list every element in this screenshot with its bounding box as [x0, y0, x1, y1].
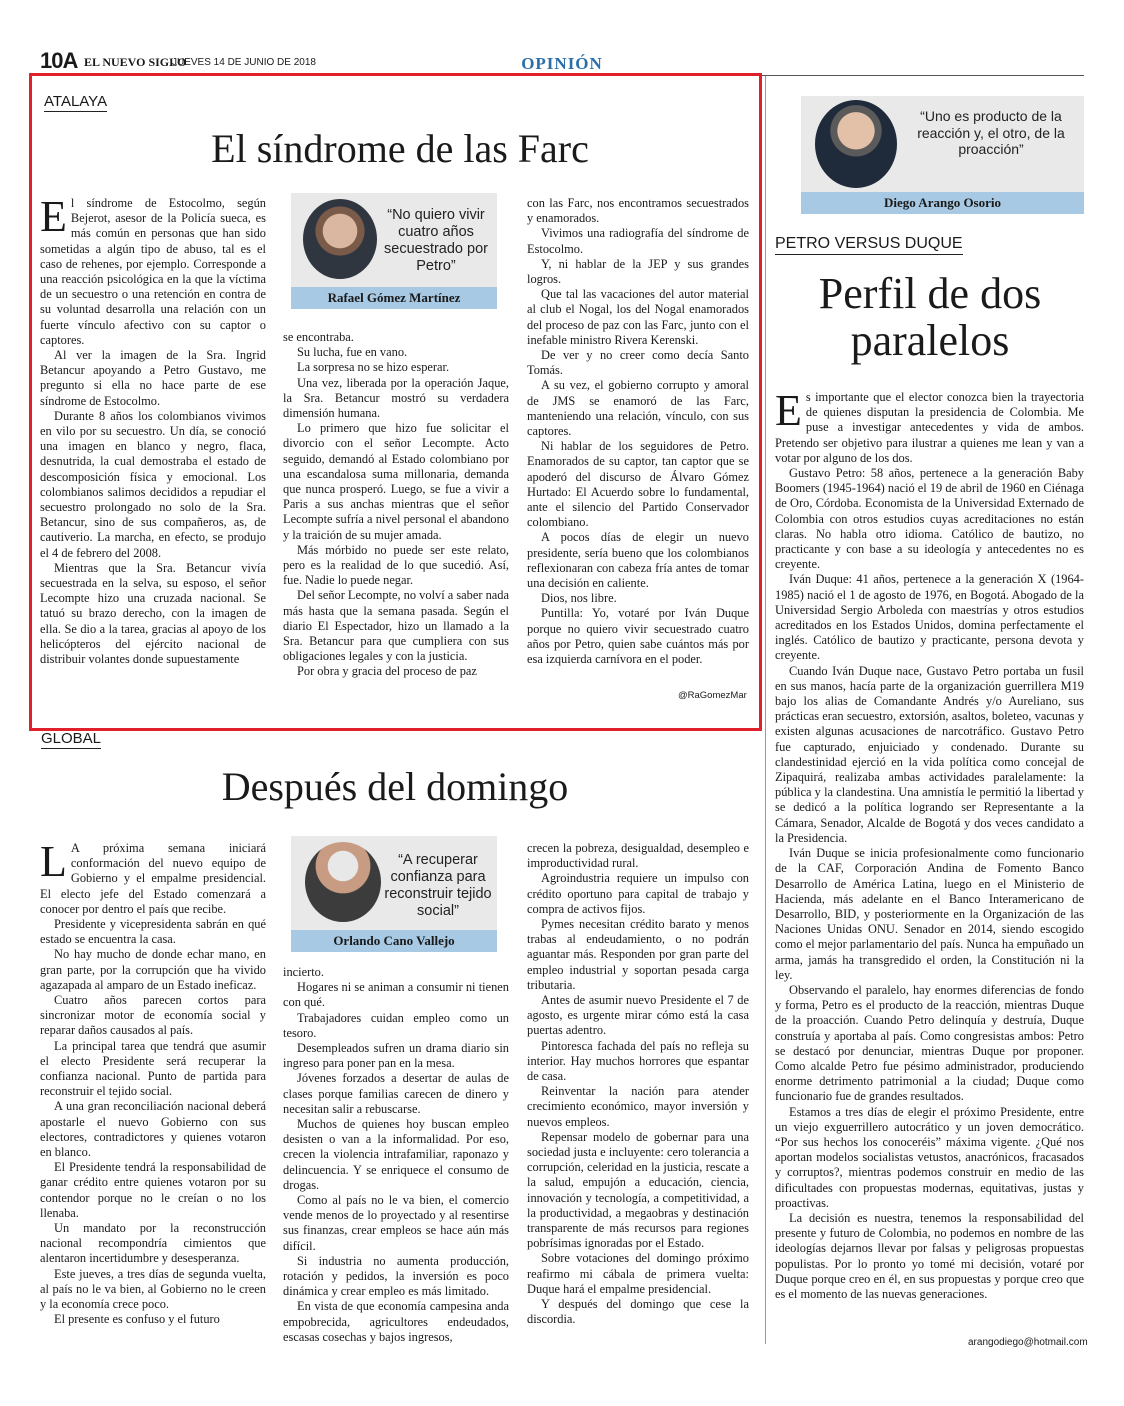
article1-quote-box: [291, 193, 497, 309]
author-name: Orlando Cano Vallejo: [291, 930, 497, 952]
article3-quote-box: [801, 96, 1084, 214]
dropcap: E: [40, 192, 67, 241]
article2-col3: crecen la pobreza, desigualdad, desempleo e improductividad rural. Agroindustria requiere un impulso con crédito oportuno para capital de trabajo y compra de activos fijos. Pymes necesitan crédito barato y menos trabas al endeudamiento, o no podrán aguantar más. Responden por gran parte del empleo industrial y soportan pesada carga tributaria. Antes de asumir nuevo Presidente el 7 de agosto, es urgente mirar cómo está la casa puertas adentro. Pintoresca fachada del país no refleja su interior. Hay muchos horrores que espantar de casa. Reinventar la nación para atender crecimiento económico, mayor inversión y nuevos empleos. Repensar modelo de gobernar para una sociedad justa e incluyente: cero tolerancia a corrupción, celeridad en la justicia, rescate a la salud, empujón a educación, ciencia, innovación y tecnología, a competitividad, a la productividad, a megaobras y destinación transparente de más recursos para regiones pobrísimas ignoradas por el Estado. Sobre votaciones del domingo próximo reafirmo mi cábala de primera vuelta: Duque hará el empalme presidencial. Y después del domingo que cese la discordia.: [527, 841, 749, 1327]
pull-quote: “Uno es producto de la reacción y, el otro, de la proacción”: [917, 108, 1065, 157]
section-title: OPINIÓN: [521, 54, 603, 73]
article3-headline: Perfil de dos paralelos: [818, 269, 1042, 365]
article2-col2: incierto. Hogares ni se animan a consumir ni tienen con qué. Trabajadores cuidan empleo como un tesoro. Desempleados sufren un drama diario sin ingreso para poner pan en la mesa. Jóvenes forzados a desertar de aulas de clases porque familias carecen de dinero y necesitan salir a rebuscarse. Muchos de quienes hoy buscan empleo desisten o van a la informalidad. Por eso, crecen la violencia intrafamiliar, raponazo y delincuencia. Y se enriquece el consumo de drogas. Como al país no le va bien, el comercio vende menos de lo proyectado y al resentirse sus finanzas, crear empleos se hace aún más difícil. Si industria no aumenta producción, rotación y pedidos, la inversión es poco dinámica y crear empleo es más limitado. En vista de que economía campesina anda empobrecida, agricultores endeudados, escasas cosechas y bajos ingresos,: [283, 965, 509, 1344]
issue-date: JUEVES 14 DE JUNIO DE 2018: [172, 57, 316, 68]
dropcap: L: [40, 837, 67, 886]
pull-quote: “A recuperar confianza para reconstruir tejido social”: [384, 852, 492, 919]
pull-quote: “No quiero vivir cuatro años secuestrado por Petro”: [384, 207, 488, 274]
article2-tag: GLOBAL: [41, 730, 102, 747]
article2-headline: Después del domingo: [221, 764, 569, 809]
article1-tag: ATALAYA: [44, 93, 108, 110]
author-photo: [815, 100, 897, 188]
newspaper-name: EL NUEVO SIGLO: [84, 55, 187, 69]
page-number: 10A: [40, 48, 78, 73]
article3-tag: PETRO VERSUS DUQUE: [775, 235, 963, 255]
author-photo: [303, 199, 377, 279]
article2-col1: L A próxima semana iniciará conformación del nuevo equipo de Gobierno y el empalme presidencial. El electo jefe del Estado comenzará a conocer por dentro el país que recibe. Presidente y vicepresidenta sabrán en qué estado se encuentra la casa. No hay mucho de donde echar mano, en gran parte, por la corrupción que ha vivido agazapada al amparo de un Estado ineficaz. Cuatro años parecen cortos para sincronizar motor de economía social y reparar daños causados al país. La principal tarea que tendrá que asumir el electo Presidente será recuperar la confianza nacional. Punto de partida para reconstruir el tejido social. A una gran reconciliación nacional deberá apostarle el nuevo Gobierno con sus electores, contradictores y quienes votaron en blanco. El Presidente tendrá la responsabilidad de ganar crédito entre quienes votaron por su contendor porque no le creían o no los llenaba. Un mandato por la reconstrucción nacional recompondría cimientos que alentaron incertidumbre y desesperanza. Este jueves, a tres días de segunda vuelta, al país no le va bien, al Gobierno no le creen y la economía crece poco. El presente es confuso y el futuro: [40, 837, 266, 1327]
author-photo: [305, 842, 381, 922]
author-name: Diego Arango Osorio: [801, 192, 1084, 214]
article1-col3: con las Farc, nos encontramos secuestrados y enamorados. Vivimos una radiografía del síndrome de Estocolmo. Y, ni hablar de la JEP y sus grandes logros. Que tal las vacaciones del autor material al club el Nogal, los del Nogal enamorados del proceso de paz con las Farc, junto con el inefable ministro Rivera Kerenski. De ver y no creer como decía Santo Tomás. A su vez, el gobierno corrupto y amoral de JMS se enamoró de las Farc, manteniendo una relación, vínculo, con sus captores. Ni hablar de los seguidores de Petro. Enamorados de su captor, tan captor que se apoderó del discurso de Álvaro Gómez Hurtado: El Acuerdo sobre lo fundamental, ante el silencio del Partido Conservador colombiano. A pocos días de elegir un nuevo presidente, sería bueno que los colombianos reflexionaran con cabeza fría antes de tomar una decisión en caliente. Dios, nos libre. Puntilla: Yo, votaré por Iván Duque porque no quiero vivir secuestrado cuatro años por Petro, quien sabe cuántos más por esa izquierda carnívora en el poder.: [527, 196, 749, 667]
twitter-handle: @RaGomezMar: [678, 690, 747, 701]
author-email: arangodiego@hotmail.com: [968, 1337, 1088, 1348]
column-divider: [765, 76, 766, 1344]
author-name: Rafael Gómez Martínez: [291, 287, 497, 309]
article3-body: Es importante que el elector conozca bien la trayectoria de quienes disputan la presidencia de Colombia. Me puse a investigar antecedentes y vida de ambos. Pretendo ser objetivo para ilustrar a quienes me lean y van a votar por alguno de los dos. Gustavo Petro: 58 años, pertenece a la generación Baby Boomers (1945-1964) nació el 19 de abril de 1960 en Ciénaga de Oro, Córdoba. Economista de la Universidad Externado de Colombia con otros estudios cuyas acreditaciones no están claras. No habla otro idioma. Católico de bautizo, no practicante y con base a su ideología y antecedentes no es creyente. Iván Duque: 41 años, pertenece a la generación X (1964-1985) nació el 1 de agosto de 1976, en Bogotá. Abogado de la Universidad Sergio Arboleda con maestrías y otros estudios acreditados en los Estados Unidos, domina perfectamente el inglés. Católico de bautizo y practicante, persona devota y creyente. Cuando Iván Duque nace, Gustavo Petro portaba un fusil en sus manos, hacía parte de la organización guerrillera M19 bajo los alias de Comandante Andrés y/o Aureliano, sus prácticas eran secuestro, extorsión, asaltos, boleteo, vacunas y existen algunas acusaciones de narcotráfico. Gustavo Petro fue capturado, enjuiciado y condenado. Durante su clandestinidad ejerció en la vida política como concejal de Zipaquirá, realizaba ambas actividades paralelamente: la pública y la clandestina. Una amnistía le permitió la libertad y se dedicó a la política logrando ser Representante a la Cámara, Senador, Alcalde de Bogotá y dos veces candidato a la Presidencia. Iván Duque se inicia profesionalmente como funcionario de la CAF, Corporación Andina de Fomento Banco Desarrollo de América Latina, luego en el Ministerio de Hacienda, más adelante en el Banco Interamericano de Desarrollo, BID, y posteriormente en la Organización de las Naciones Unidas ONU. Senador en 2014, siendo escogido como el mejor parlamentario del país. Nunca ha empuñado un arma, jamás ha transgredido el orden, la Constitución ni la ley. Observando el paralelo, hay enormes diferencias de fondo y forma, Petro es el producto de la reacción, mientras Duque de la proacción. Cuando Petro delinquía y destruía, Duque construía y aportaba al país. Como congresistas ambos: Petro se destacó por denunciar, mientras Duque por proponer. Como alcalde Petro fue pésimo administrador, produciendo enorme detrimento patrimonial a la ciudad; Duque como funcionario fue de grandes resultados. Estamos a tres días de elegir el próximo Presidente, entre un viejo exguerrillero autocrático y un joven democrático. “Por sus hechos los conoceréis” máxima vigente. ¿Qué nos aportan modelos socialistas vetustos, anacrónicos, fracasados y corruptos?, mientras podemos construir en medio de las dificultades con propuestas modernas, equitativas, justas y proactivas. La decisión es nuestra, tenemos la responsabilidad del presente y futuro de Colombia, no podemos en nombre de las ideologías dejarnos llevar por falsas y peligrosas propuestas populistas. Por lo pronto yo tomé mi decisión, votaré por Duque porque creo en él, en sus propuestas y porque creo que es el momento de las nuevas generaciones.: [775, 386, 1084, 1301]
article2-quote-box: [291, 836, 497, 952]
article1-headline: El síndrome de las Farc: [211, 126, 589, 171]
article1-col1: El síndrome de Estocolmo, según Bejerot, asesor de la Policía sueca, es más común en personas que han sido sometidas a algún tipo de abuso, tal es el caso de rehenes, por ejemplo. Corresponde a una reacción psicológica en la que la víctima de un secuestro o una retención en contra de su voluntad desarrolla una relación con un fuerte vínculo afectivo con su captor o captores. Al ver la imagen de la Sra. Ingrid Betancur apoyando a Petro Gustavo, me pregunto si ella no hace parte de ese síndrome de Estocolmo. Durante 8 años los colombianos vivimos en vilo por su secuestro. Un día, se conoció una imagen en blanco y negro, flaca, desnutrida, la cual demostraba el estado de descomposición física y emocional. Los colombianos salimos decididos a repudiar el secuestro prolongado no solo de la Sra. Betancur, sino de sus compañeros, as, de cautiverio. La marcha, en efecto, se produjo el 4 de febrero del 2008. Mientras que la Sra. Betancur vivía secuestrada en la selva, su esposo, el señor Lecompte hizo una cruzada nacional. Se tatuó su brazo derecho, con la imagen de ella. Se dio a la tarea, gracias al apoyo de los helicópteros del ejército nacional de distribuir volantes donde supuestamente: [40, 192, 266, 667]
dropcap: E: [775, 386, 802, 435]
article1-col2: se encontraba. Su lucha, fue en vano. La sorpresa no se hizo esperar. Una vez, liberada por la operación Jaque, la Sra. Betancur mostró su verdadera dimensión humana. Lo primero que hizo fue solicitar el divorcio con el señor Lecompte. Acto seguido, demandó al Estado colombiano por una escandalosa suma millonaria, demanda que nunca prosperó. Luego, se fue a vivir a Paris a sus anchas mientras que el señor Lecompte sufría a nivel personal el abandono y la traición de su mujer amada. Más mórbido no puede ser este relato, pero es la realidad de lo que sucedió. Así, fue. Nadie lo puede negar. Del señor Lecompte, no volví a saber nada más hasta que la semana pasada. Según el diario El Espectador, hizo un llamado a la Sra. Betancur para que cumpliera con sus obligaciones legales y con la justicia. Por obra y gracia del proceso de paz: [283, 330, 509, 679]
